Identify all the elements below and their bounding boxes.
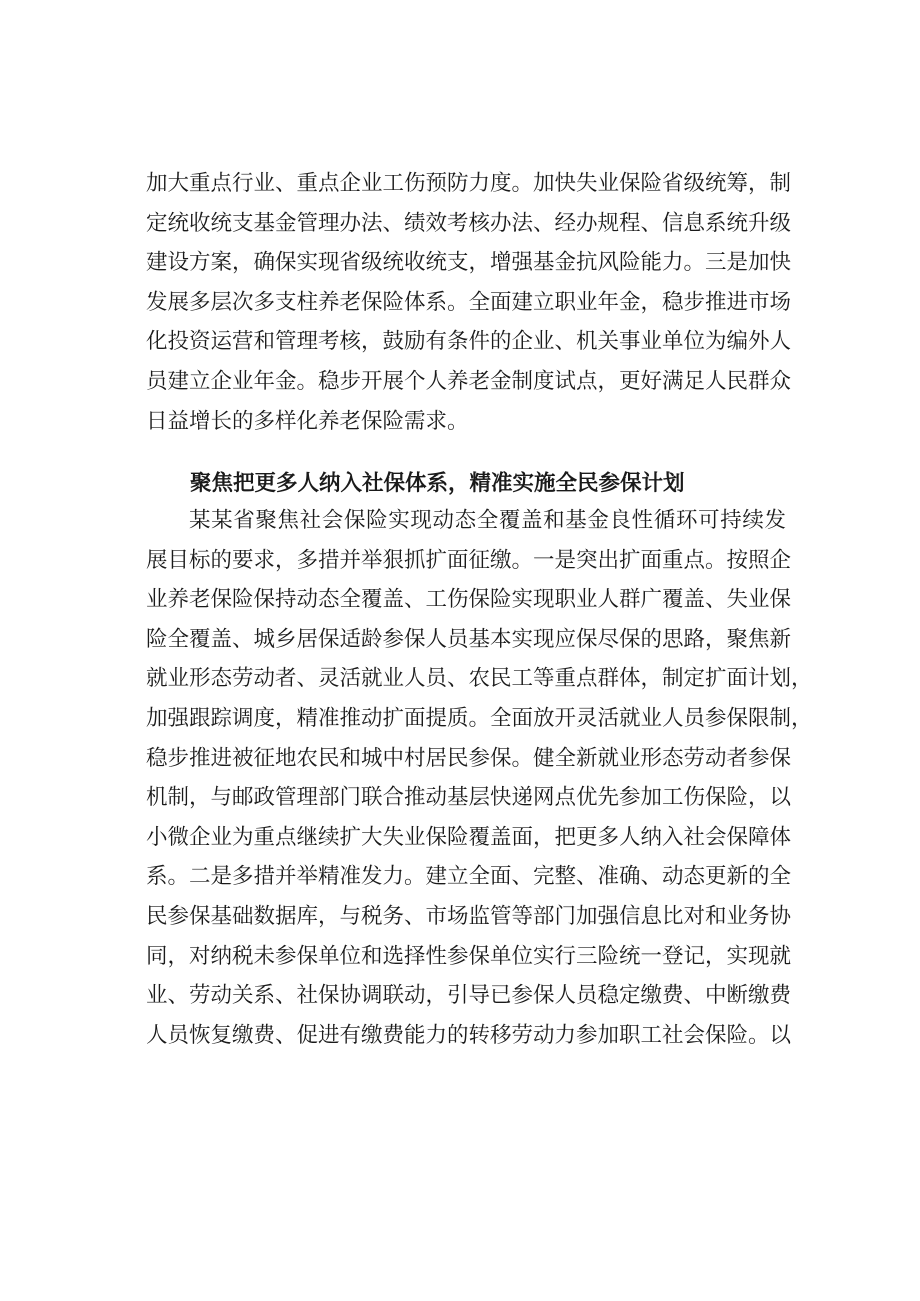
text-line: 展目标的要求，多措并举狠抓扩面征缴。一是突出扩面重点。按照企 (146, 547, 792, 573)
text-line: 加大重点行业、重点企业工伤预防力度。加快失业保险省级统筹，制 (146, 171, 792, 196)
text-line: 系。二是多措并举精准发力。建立全面、完整、准确、动态更新的全 (146, 864, 792, 890)
text-line: 险全覆盖、城乡居保适龄参保人员基本实现应保尽保的思路，聚焦新 (146, 626, 792, 652)
text-line: 业养老保险保持动态全覆盖、工伤保险实现职业人群广覆盖、失业保 (146, 587, 792, 613)
text-line: 同，对纳税未参保单位和选择性参保单位实行三险统一登记，实现就 (146, 943, 792, 969)
text-line: 小微企业为重点继续扩大失业保险覆盖面，把更多人纳入社会保障体 (146, 824, 792, 850)
text-line: 稳步推进被征地农民和城中村居民参保。健全新就业形态劳动者参保 (146, 745, 792, 771)
text-line: 化投资运营和管理考核，鼓励有条件的企业、机关事业单位为编外人 (146, 329, 792, 355)
text-line: 业、劳动关系、社保协调联动，引导已参保人员稳定缴费、中断缴费 (146, 983, 792, 1009)
text-line: 机制，与邮政管理部门联合推动基层快递网点优先参加工伤保险，以 (146, 785, 792, 811)
text-line: 员建立企业年金。稳步开展个人养老金制度试点，更好满足人民群众 (146, 368, 792, 394)
text-line: 日益增长的多样化养老保险需求。 (146, 408, 469, 434)
text-line: 人员恢复缴费、促进有缴费能力的转移劳动力参加职工社会保险。以 (146, 1022, 792, 1048)
text-line: 定统收统支基金管理办法、绩效考核办法、经办规程、信息系统升级 (146, 210, 792, 236)
text-line: 加强跟踪调度，精准推动扩面提质。全面放开灵活就业人员参保限制， (146, 705, 813, 731)
text-line: 民参保基础数据库，与税务、市场监管等部门加强信息比对和业务协 (146, 903, 792, 929)
body-paragraph-2 (146, 501, 813, 1055)
text-line: 某某省聚焦社会保险实现动态全覆盖和基金良性循环可持续发 (189, 508, 786, 533)
text-line: 建设方案，确保实现省级统收统支，增强基金抗风险能力。三是加快 (146, 250, 792, 276)
text-line: 发展多层次多支柱养老保险体系。全面建立职业年金，稳步推进市场 (146, 289, 792, 315)
section-heading: 聚焦把更多人纳入社保体系，精准实施全民参保计划 (190, 471, 685, 496)
body-paragraph-1 (146, 164, 792, 441)
text-line: 就业形态劳动者、灵活就业人员、农民工等重点群体，制定扩面计划， (146, 666, 813, 692)
